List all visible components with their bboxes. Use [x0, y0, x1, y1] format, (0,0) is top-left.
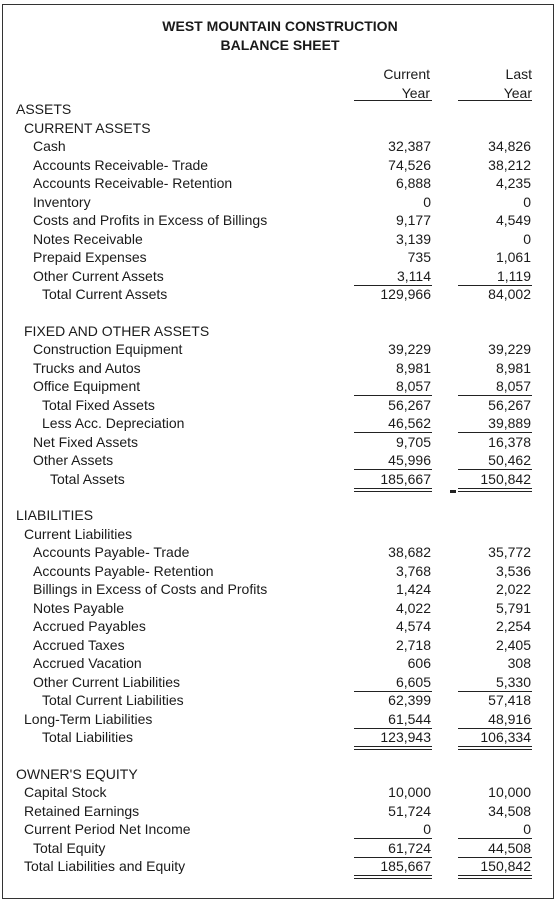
value-current-year: 61,544: [388, 710, 431, 727]
total-double-rule: [458, 875, 532, 876]
value-current-year: 51,724: [388, 802, 431, 819]
total-double-rule: [458, 488, 532, 489]
row-label: Accrued Payables: [33, 618, 146, 634]
row-label: Costs and Profits in Excess of Billings: [33, 212, 268, 228]
value-last-year: 34,508: [488, 802, 531, 819]
value-current-year: 0: [423, 193, 431, 210]
value-last-year: 57,418: [488, 692, 531, 708]
value-current-year: 8,981: [395, 359, 431, 376]
row-label: Capital Stock: [24, 784, 107, 800]
value-current-year: 0: [423, 821, 431, 837]
value-last-year: 44,508: [488, 839, 531, 856]
value-last-year: 4,549: [495, 212, 531, 228]
value-current-year: 46,562: [388, 415, 431, 431]
row-label: Retained Earnings: [24, 802, 140, 819]
column-header-current-line1: Current: [383, 66, 430, 82]
total-double-rule: [354, 875, 432, 876]
value-current-year: 185,667: [380, 470, 431, 487]
value-current-year: 735: [407, 249, 431, 265]
value-last-year: 39,229: [488, 341, 531, 357]
stray-mark: [450, 490, 456, 493]
value-current-year: 606: [407, 655, 431, 671]
row-label: Accrued Vacation: [33, 655, 142, 671]
row-label: Total Equity: [33, 839, 106, 856]
value-last-year: 3,536: [495, 562, 531, 579]
total-double-rule: [354, 878, 432, 879]
row-label: Total Current Assets: [42, 286, 168, 302]
value-last-year: 39,889: [488, 415, 531, 431]
row-label: ASSETS: [16, 101, 72, 117]
row-label: Accounts Payable- Retention: [33, 562, 214, 579]
column-header-current: [350, 65, 430, 103]
total-double-rule: [354, 749, 432, 750]
row-label: Accounts Receivable- Trade: [33, 156, 209, 173]
value-last-year: 1,061: [495, 249, 531, 265]
value-current-year: 6,605: [395, 673, 431, 690]
value-last-year: 2,405: [495, 636, 531, 653]
value-current-year: 3,139: [395, 230, 431, 247]
value-last-year: 50,462: [488, 452, 531, 468]
row-label: Construction Equipment: [33, 341, 183, 357]
row-label: Current Liabilities: [24, 525, 133, 542]
row-label: Total Liabilities and Equity: [24, 858, 186, 874]
row-label: Other Current Assets: [33, 267, 164, 284]
value-last-year: 0: [523, 821, 531, 837]
row-label: Inventory: [33, 193, 91, 210]
column-header-last-rule: [458, 100, 532, 101]
value-current-year: 8,057: [395, 378, 431, 394]
value-current-year: 185,667: [380, 858, 431, 874]
total-double-rule: [354, 491, 432, 492]
column-header-last: [452, 65, 532, 103]
value-current-year: 4,574: [395, 618, 431, 634]
value-last-year: 84,002: [488, 286, 531, 302]
row-label: Total Fixed Assets: [42, 396, 155, 413]
value-current-year: 9,177: [395, 212, 431, 228]
value-current-year: 9,705: [395, 433, 431, 450]
column-header-last-line1: Last: [505, 66, 532, 82]
value-last-year: 35,772: [488, 544, 531, 560]
row-label: Trucks and Autos: [33, 359, 141, 376]
value-last-year: 150,842: [480, 470, 531, 487]
total-double-rule: [458, 746, 532, 747]
value-current-year: 1,424: [395, 581, 431, 597]
value-current-year: 10,000: [388, 784, 431, 800]
row-label: Total Current Liabilities: [42, 692, 184, 708]
value-last-year: 150,842: [480, 858, 531, 874]
value-current-year: 2,718: [395, 636, 431, 653]
row-label: OWNER'S EQUITY: [16, 765, 138, 782]
value-last-year: 4,235: [495, 175, 531, 191]
row-label: Other Current Liabilities: [33, 673, 181, 690]
total-double-rule: [354, 488, 432, 489]
row-label: Net Fixed Assets: [33, 433, 139, 450]
value-current-year: 39,229: [388, 341, 431, 357]
value-current-year: 45,996: [388, 452, 431, 468]
row-label: Total Liabilities: [42, 729, 134, 745]
value-current-year: 62,399: [388, 692, 431, 708]
value-current-year: 4,022: [395, 599, 431, 616]
value-last-year: 8,981: [495, 359, 531, 376]
row-label: Accounts Payable- Trade: [33, 544, 190, 560]
value-last-year: 56,267: [488, 396, 531, 413]
value-last-year: 38,212: [488, 156, 531, 173]
row-label: Billings in Excess of Costs and Profits: [33, 581, 268, 597]
value-current-year: 129,966: [380, 286, 431, 302]
row-label: Cash: [33, 138, 66, 154]
value-last-year: 0: [523, 193, 531, 210]
row-label: Office Equipment: [33, 378, 141, 394]
company-title: WEST MOUNTAIN CONSTRUCTION: [162, 18, 398, 34]
row-label: CURRENT ASSETS: [24, 119, 151, 136]
value-current-year: 3,114: [397, 267, 431, 284]
column-header-last-line2: Year: [503, 85, 532, 101]
value-current-year: 6,888: [395, 175, 431, 191]
row-label: Less Acc. Depreciation: [42, 415, 185, 431]
value-current-year: 74,526: [388, 156, 431, 173]
row-label: Notes Receivable: [33, 230, 143, 247]
row-label: Current Period Net Income: [24, 821, 191, 837]
row-label: FIXED AND OTHER ASSETS: [24, 322, 210, 339]
value-last-year: 1,119: [497, 267, 531, 284]
column-header-current-line2: Year: [401, 85, 430, 101]
row-label: Long-Term Liabilities: [24, 710, 153, 727]
value-current-year: 38,682: [388, 544, 431, 560]
row-label: Total Assets: [50, 470, 125, 487]
value-current-year: 61,724: [388, 839, 431, 856]
total-double-rule: [458, 878, 532, 879]
row-label: Notes Payable: [33, 599, 125, 616]
value-last-year: 2,254: [495, 618, 531, 634]
row-label: Accrued Taxes: [33, 636, 125, 653]
value-current-year: 123,943: [380, 729, 431, 745]
row-label: Other Assets: [33, 452, 114, 468]
sheet-title: BALANCE SHEET: [220, 37, 340, 53]
total-double-rule: [458, 491, 532, 492]
value-last-year: 5,330: [495, 673, 531, 690]
total-double-rule: [458, 749, 532, 750]
value-last-year: 10,000: [488, 784, 531, 800]
value-last-year: 5,791: [495, 599, 531, 616]
value-current-year: 3,768: [395, 562, 431, 579]
value-last-year: 2,022: [495, 581, 531, 597]
value-last-year: 34,826: [488, 138, 531, 154]
row-label: Accounts Receivable- Retention: [33, 175, 233, 191]
column-header-current-rule: [354, 100, 432, 101]
value-last-year: 8,057: [495, 378, 531, 394]
value-last-year: 308: [507, 655, 531, 671]
value-current-year: 32,387: [388, 138, 431, 154]
value-last-year: 0: [523, 230, 531, 247]
total-double-rule: [354, 746, 432, 747]
value-last-year: 16,378: [488, 433, 531, 450]
value-last-year: 48,916: [488, 710, 531, 727]
row-label: LIABILITIES: [16, 507, 94, 523]
row-label: Prepaid Expenses: [33, 249, 147, 265]
value-current-year: 56,267: [388, 396, 431, 413]
value-last-year: 106,334: [480, 729, 531, 745]
